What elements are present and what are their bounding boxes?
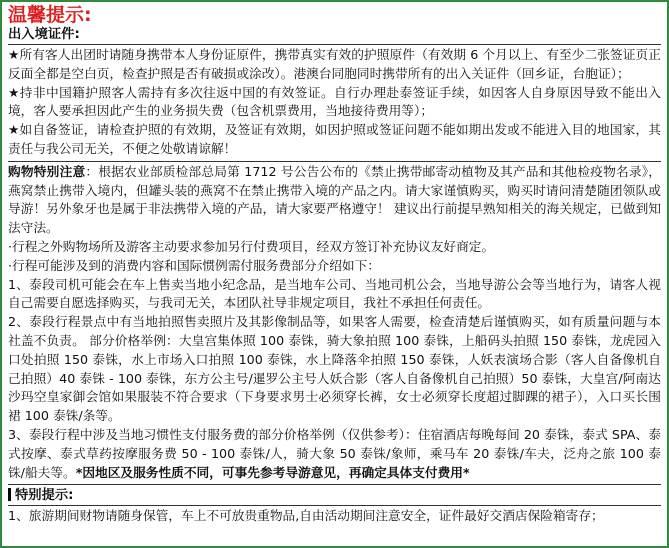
itinerary-note: 1、泰段司机可能会在车上售卖当地小纪念品，是当地车公司、当地司机公会，当地导游公会等当地行为，请客人视自己需要自愿选择购买，与我司无关，本团队社导非规定项目，我社不承担任何责任。 (8, 276, 661, 311)
special-heading-text: 特别提示: (15, 488, 74, 504)
tipping-text: 3、泰段行程中涉及当地习惯性支付服务费的部分价格举例（仅供参考）：住宿酒店每晚每间 20 泰铢，泰式 SPA、泰式按摩、泰式草药按摩服务费 50 - 100 泰铢/人，骑大象 50 泰铢/象师，乘马车 20 泰铢/车夫，泛舟之旅 100 泰铢/船夫等。 (8, 426, 661, 480)
heading-marker-icon (8, 488, 11, 501)
entry-docs-paragraph: ★如自备签证，请检查护照的有效期，及签证有效期，如因护照或签证问题不能如期出发或不能进入目的地国家，其责任与我公司无关，不便之处敬请谅解！ (8, 122, 661, 156)
shopping-notice-text: ：根据农业部质检部总局第 1712 号公告公布的《禁止携带邮寄动植物及其产品和其他检疫物名录》，燕窝禁止携带入境内，但罐头装的燕窝不在禁止携带入境的产品之内。请大家谨慎购买，购买时请问清楚随团领队或导游！另外象牙也是属于非法携带入境的产品，请大家要严格遵守！ 建议出行前提早熟知相关的海关规定，已做到知法守法。 (8, 163, 661, 236)
entry-docs-paragraph: ★所有客人出团时请随身携带本人身份证原件，携带真实有效的护照原件（有效期 6 个月以上、有至少二张签证页正反面全都是空白页，检查护照是否有破损或涂改）。港澳台同胞同时携带所有的出入关证件（回乡证，台胞证）； (8, 47, 661, 81)
tipping-bold-note: *因地区及服务性质不同，可事先参考导游意见，再确定具体支付费用* (75, 464, 470, 480)
shopping-notice (8, 161, 661, 238)
itinerary-note (8, 426, 661, 482)
special-heading (8, 484, 661, 506)
entry-docs-paragraph: ★持非中国籍护照客人需持有多次往返中国的有效签证。自行办理赴泰签证手续，如因客人自身原因导致不能出入境，客人要承担因此产生的业务损失费（包含机票费用，当地接待费用等）； (8, 84, 661, 119)
itinerary-note: ·行程可能涉及到的消费内容和国际惯例需付服务费部分介绍如下： (8, 257, 380, 273)
entry-docs-heading: 出入境证件: (8, 25, 661, 45)
shopping-notice-lead: 购物特别注意 (8, 163, 86, 179)
special-paragraph: 1、旅游期间财物请随身保管，车上不可放贵重物品,自由活动期间注意安全，证件最好交酒店保险箱寄存； (8, 508, 604, 524)
notice-title: 温馨提示: (8, 4, 92, 26)
itinerary-note: 2、泰段行程景点中有当地拍照售卖照片及其影像制品等，如果客人需要，检查清楚后谨慎购买，如有质量问题与本社盖不负责。 部分价格举例：大皇宫集体照 100 泰铢，骑大象拍照 100 泰铢，上船码头拍照 150 泰铢，龙虎园入口处拍照 150 泰铢，水上市场入口拍照 100 泰铢，水上降落伞拍照 150 泰铢，人妖表演场合影（客人自备像机自己拍照）40 泰铢 - 100 泰铢，东方公主号/暹罗公主号人妖合影（客人自备像机自己拍照）50 泰铢，大皇宫/阿南达沙玛空皇家御会馆如果服装不符合要求（下身要求男士必须穿长裤，女士必须穿长度超过脚踝的裙子），入口买长围裙 100 泰铢/条等。 (8, 314, 661, 424)
itinerary-note: ·行程之外购物场所及游客主动要求参加另行付费项目，经双方签订补充协议友好商定。 (8, 238, 495, 254)
